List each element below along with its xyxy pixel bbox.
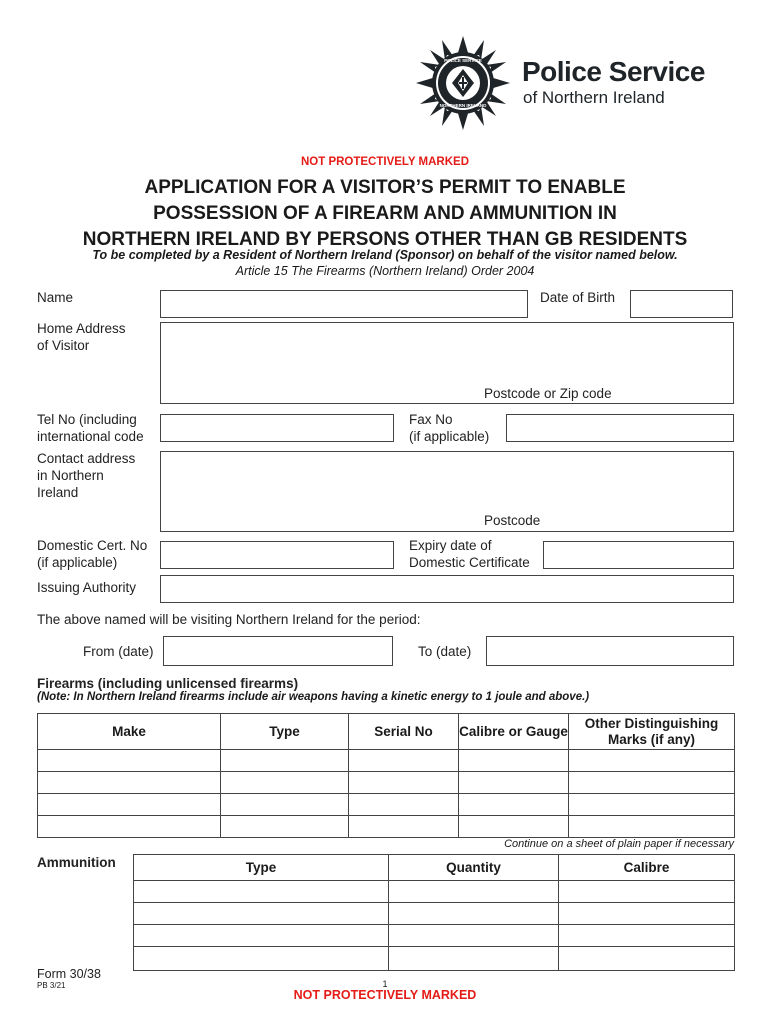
to-date-input[interactable] [486, 636, 734, 666]
table-cell[interactable] [559, 881, 735, 903]
table-cell[interactable] [221, 750, 349, 772]
table-cell[interactable] [134, 947, 389, 971]
svg-text:POLICE SERVICE: POLICE SERVICE [444, 58, 482, 63]
issuing-authority-label: Issuing Authority [37, 580, 137, 595]
table-cell[interactable] [569, 750, 735, 772]
form-revision: PB 3/21 [37, 981, 66, 990]
logo-title: Police Service [522, 56, 705, 87]
expiry-label-2: Domestic Certificate [409, 555, 530, 570]
ammunition-col-quantity: Quantity [389, 855, 559, 881]
home-address-label-2: of Visitor [37, 338, 90, 353]
table-cell[interactable] [38, 750, 221, 772]
psni-star-badge-icon [416, 36, 510, 130]
table-cell[interactable] [349, 750, 459, 772]
domestic-cert-label-1: Domestic Cert. No [37, 538, 148, 553]
table-cell[interactable] [559, 903, 735, 925]
page-number: 1 [382, 979, 388, 989]
expiry-label-1: Expiry date of [409, 538, 492, 553]
table-row [38, 772, 735, 794]
table-cell[interactable] [389, 947, 559, 971]
table-row [134, 925, 735, 947]
table-cell[interactable] [221, 816, 349, 838]
postcode-label: Postcode [484, 513, 541, 528]
table-cell[interactable] [559, 925, 735, 947]
table-cell[interactable] [134, 881, 389, 903]
table-cell[interactable] [569, 772, 735, 794]
name-input[interactable] [160, 290, 528, 318]
firearms-header-row [38, 714, 735, 750]
ammunition-heading: Ammunition [37, 855, 116, 870]
table-cell[interactable] [221, 772, 349, 794]
to-date-label: To (date) [418, 644, 472, 659]
fax-input[interactable] [506, 414, 734, 442]
table-cell[interactable] [134, 925, 389, 947]
table-cell[interactable] [349, 816, 459, 838]
logo-subtitle: of Northern Ireland [523, 88, 665, 107]
issuing-authority-input[interactable] [160, 575, 734, 603]
table-cell[interactable] [38, 772, 221, 794]
table-row [134, 947, 735, 971]
table-cell[interactable] [559, 947, 735, 971]
protective-marking-top: NOT PROTECTIVELY MARKED [300, 156, 470, 168]
firearms-note: (Note: In Northern Ireland firearms include air weapons having a kinetic energy to 1 joule and above.) [37, 691, 590, 703]
dob-label: Date of Birth [540, 290, 616, 305]
continue-note: Continue on a sheet of plain paper if necessary [504, 838, 734, 850]
table-cell[interactable] [459, 816, 569, 838]
form-title-line-1: APPLICATION FOR A VISITOR’S PERMIT TO ENABLE [144, 177, 626, 198]
firearms-col-calibre: Calibre or Gauge [459, 714, 569, 750]
table-cell[interactable] [459, 794, 569, 816]
firearms-col-type: Type [221, 714, 349, 750]
firearms-col-serial: Serial No [349, 714, 459, 750]
table-row [134, 881, 735, 903]
ammunition-table [133, 854, 735, 971]
table-cell[interactable] [349, 794, 459, 816]
table-cell[interactable] [389, 881, 559, 903]
table-row [38, 794, 735, 816]
form-number: Form 30/38 [37, 967, 101, 981]
table-cell[interactable] [221, 794, 349, 816]
ammunition-header-row [134, 855, 735, 881]
home-address-label-1: Home Address [37, 321, 126, 336]
form-title-line-3: NORTHERN IRELAND BY PERSONS OTHER THAN GB RESIDENTS [82, 229, 688, 250]
table-cell[interactable] [459, 772, 569, 794]
domestic-cert-input[interactable] [160, 541, 394, 569]
ammunition-col-type: Type [134, 855, 389, 881]
name-label: Name [37, 290, 74, 305]
table-row [38, 816, 735, 838]
table-cell[interactable] [389, 925, 559, 947]
form-title-line-2: POSSESSION OF A FIREARM AND AMMUNITION IN [153, 203, 617, 224]
table-row [134, 903, 735, 925]
form-subtitle: To be completed by a Resident of Northern Ireland (Sponsor) on behalf of the visitor named below. [92, 248, 678, 262]
svg-text:NORTHERN IRELAND: NORTHERN IRELAND [439, 103, 487, 108]
expiry-date-input[interactable] [543, 541, 734, 569]
table-cell[interactable] [459, 750, 569, 772]
table-cell[interactable] [569, 816, 735, 838]
from-date-input[interactable] [163, 636, 393, 666]
tel-label-1: Tel No (including [37, 412, 137, 427]
table-cell[interactable] [389, 903, 559, 925]
visit-period-text: The above named will be visiting Northern Ireland for the period: [37, 612, 421, 627]
domestic-cert-label-2: (if applicable) [37, 555, 118, 570]
dob-input[interactable] [630, 290, 733, 318]
fax-label-1: Fax No [409, 412, 453, 427]
firearms-col-make: Make [38, 714, 221, 750]
contact-address-label-3: Ireland [37, 485, 79, 500]
table-cell[interactable] [38, 794, 221, 816]
firearms-col-marks: Other Distinguishing Marks (if any) [569, 714, 735, 750]
table-cell[interactable] [569, 794, 735, 816]
legislation-reference: Article 15 The Firearms (Northern Ireland) Order 2004 [235, 264, 535, 278]
tel-input[interactable] [160, 414, 394, 442]
tel-label-2: international code [37, 429, 144, 444]
contact-address-label-1: Contact address [37, 451, 136, 466]
table-cell[interactable] [349, 772, 459, 794]
home-address-input[interactable] [160, 322, 734, 404]
postcode-zip-label: Postcode or Zip code [484, 386, 612, 401]
table-cell[interactable] [38, 816, 221, 838]
table-row [38, 750, 735, 772]
protective-marking-bottom: NOT PROTECTIVELY MARKED [293, 988, 477, 1002]
table-cell[interactable] [134, 903, 389, 925]
contact-address-input[interactable] [160, 451, 734, 532]
contact-address-label-2: in Northern [37, 468, 104, 483]
fax-label-2: (if applicable) [409, 429, 490, 444]
ammunition-col-calibre: Calibre [559, 855, 735, 881]
from-date-label: From (date) [83, 644, 154, 659]
firearms-table [37, 713, 735, 838]
firearms-heading: Firearms (including unlicensed firearms) [37, 676, 299, 691]
